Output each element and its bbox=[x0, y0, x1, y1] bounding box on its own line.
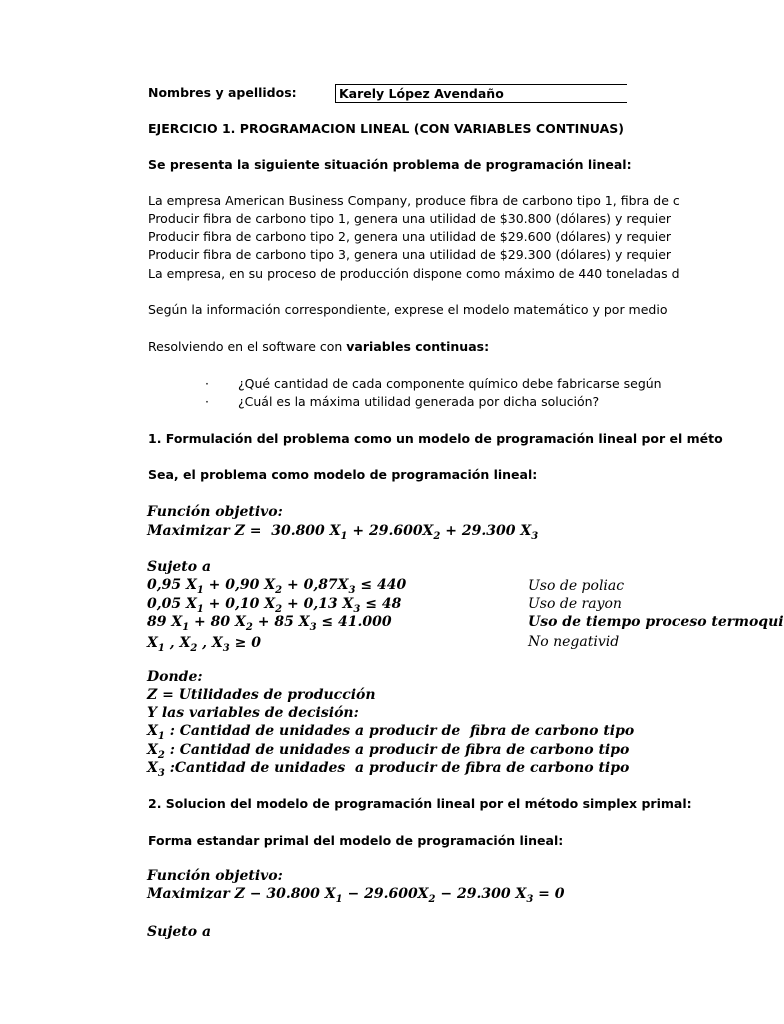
bullet-item: ¿Qué cantidad de cada componente químico debe fabricarse según bbox=[238, 376, 662, 391]
paragraph-line: Producir fibra de carbono tipo 3, genera una utilidad de $29.300 (dólares) y requier bbox=[148, 247, 672, 262]
constraint-note-overflow: Uso de tiempo proceso termoqui bbox=[528, 614, 784, 630]
constraint-1: 0,95 $X_1 + 0,90$ $X_2 + 0,87X_3 \le 440$ bbox=[147, 577, 407, 596]
name-label: Nombres y apellidos: bbox=[148, 85, 297, 100]
subject-to-label: Sujeto a bbox=[147, 559, 212, 575]
objective-label: Función objetivo: bbox=[147, 504, 283, 520]
section2-heading: 2. Solucion del modelo de programación lineal por el método simplex primal: bbox=[148, 796, 692, 811]
solving-prefix: Resolviendo en el software con bbox=[148, 339, 347, 354]
constraint-note: No negativid bbox=[528, 634, 620, 650]
constraint-nonneg: $X_1$ , $X_2$ , $X_3 \ge 0$ bbox=[147, 635, 261, 654]
section2-sub: Forma estandar primal del modelo de programación lineal: bbox=[148, 833, 564, 848]
where-label: Donde: bbox=[147, 669, 203, 685]
exercise-title: EJERCICIO 1. PROGRAMACION LINEAL (CON VARIABLES CONTINUAS) bbox=[148, 121, 624, 136]
objective-label-2: Función objetivo: bbox=[147, 868, 283, 884]
vars-label: Y las variables de decisión: bbox=[147, 705, 359, 721]
section1-heading: 1. Formulación del problema como un modelo de programación lineal por el méto bbox=[148, 431, 723, 446]
objective-function: Maximizar Z = 30.800 $X_1 + 29.600X_2 + 29.300$ $X_3$ bbox=[147, 523, 539, 542]
name-value-cell: Karely López Avendaño bbox=[335, 84, 627, 103]
constraint-3: 89 $X_1 + 80$ $X_2 + 85$ $X_3 \le 41.000$ bbox=[147, 614, 392, 633]
section1-sub: Sea, el problema como modelo de programación lineal: bbox=[148, 467, 538, 482]
bullet-dot: · bbox=[205, 394, 209, 409]
paragraph-line: La empresa, en su proceso de producción dispone como máximo de 440 toneladas d bbox=[148, 266, 680, 281]
model-prompt: Según la información correspondiente, exprese el modelo matemático y por medio bbox=[148, 302, 668, 317]
constraint-2: 0,05 $X_1 + 0,10$ $X_2 + 0,13$ $X_3 \le 48$ bbox=[147, 596, 402, 615]
var-def-1: $X_1$ : Cantidad de unidades a producir de fibra de carbono tipo bbox=[147, 723, 635, 742]
constraint-note: Uso de rayon bbox=[528, 596, 622, 612]
paragraph-line: Producir fibra de carbono tipo 2, genera una utilidad de $29.600 (dólares) y requier bbox=[148, 229, 672, 244]
solving-bold: variables continuas: bbox=[346, 339, 490, 354]
var-def-2: $X_2$ : Cantidad de unidades a producir de fibra de carbono tipo bbox=[147, 742, 630, 761]
solving-line bbox=[148, 339, 489, 355]
bullet-dot: · bbox=[205, 376, 209, 391]
constraint-note: Uso de poliac bbox=[528, 578, 625, 594]
subject-to-label-2: Sujeto a bbox=[147, 924, 212, 940]
z-definition: Z = Utilidades de producción bbox=[147, 687, 376, 703]
bullet-item: ¿Cuál es la máxima utilidad generada por dicha solución? bbox=[238, 394, 600, 409]
objective-function-2: Maximizar Z − 30.800 $X_1 - 29.600X_2 - 29.300$ $X_3 = 0$ bbox=[147, 886, 565, 905]
var-def-3: $X_3$ :Cantidad de unidades a producir de fibra de carbono tipo bbox=[147, 760, 630, 779]
paragraph-line: Producir fibra de carbono tipo 1, genera una utilidad de $30.800 (dólares) y requier bbox=[148, 211, 672, 226]
intro-heading: Se presenta la siguiente situación problema de programación lineal: bbox=[148, 157, 632, 172]
paragraph-line: La empresa American Business Company, produce fibra de carbono tipo 1, fibra de c bbox=[148, 193, 680, 208]
